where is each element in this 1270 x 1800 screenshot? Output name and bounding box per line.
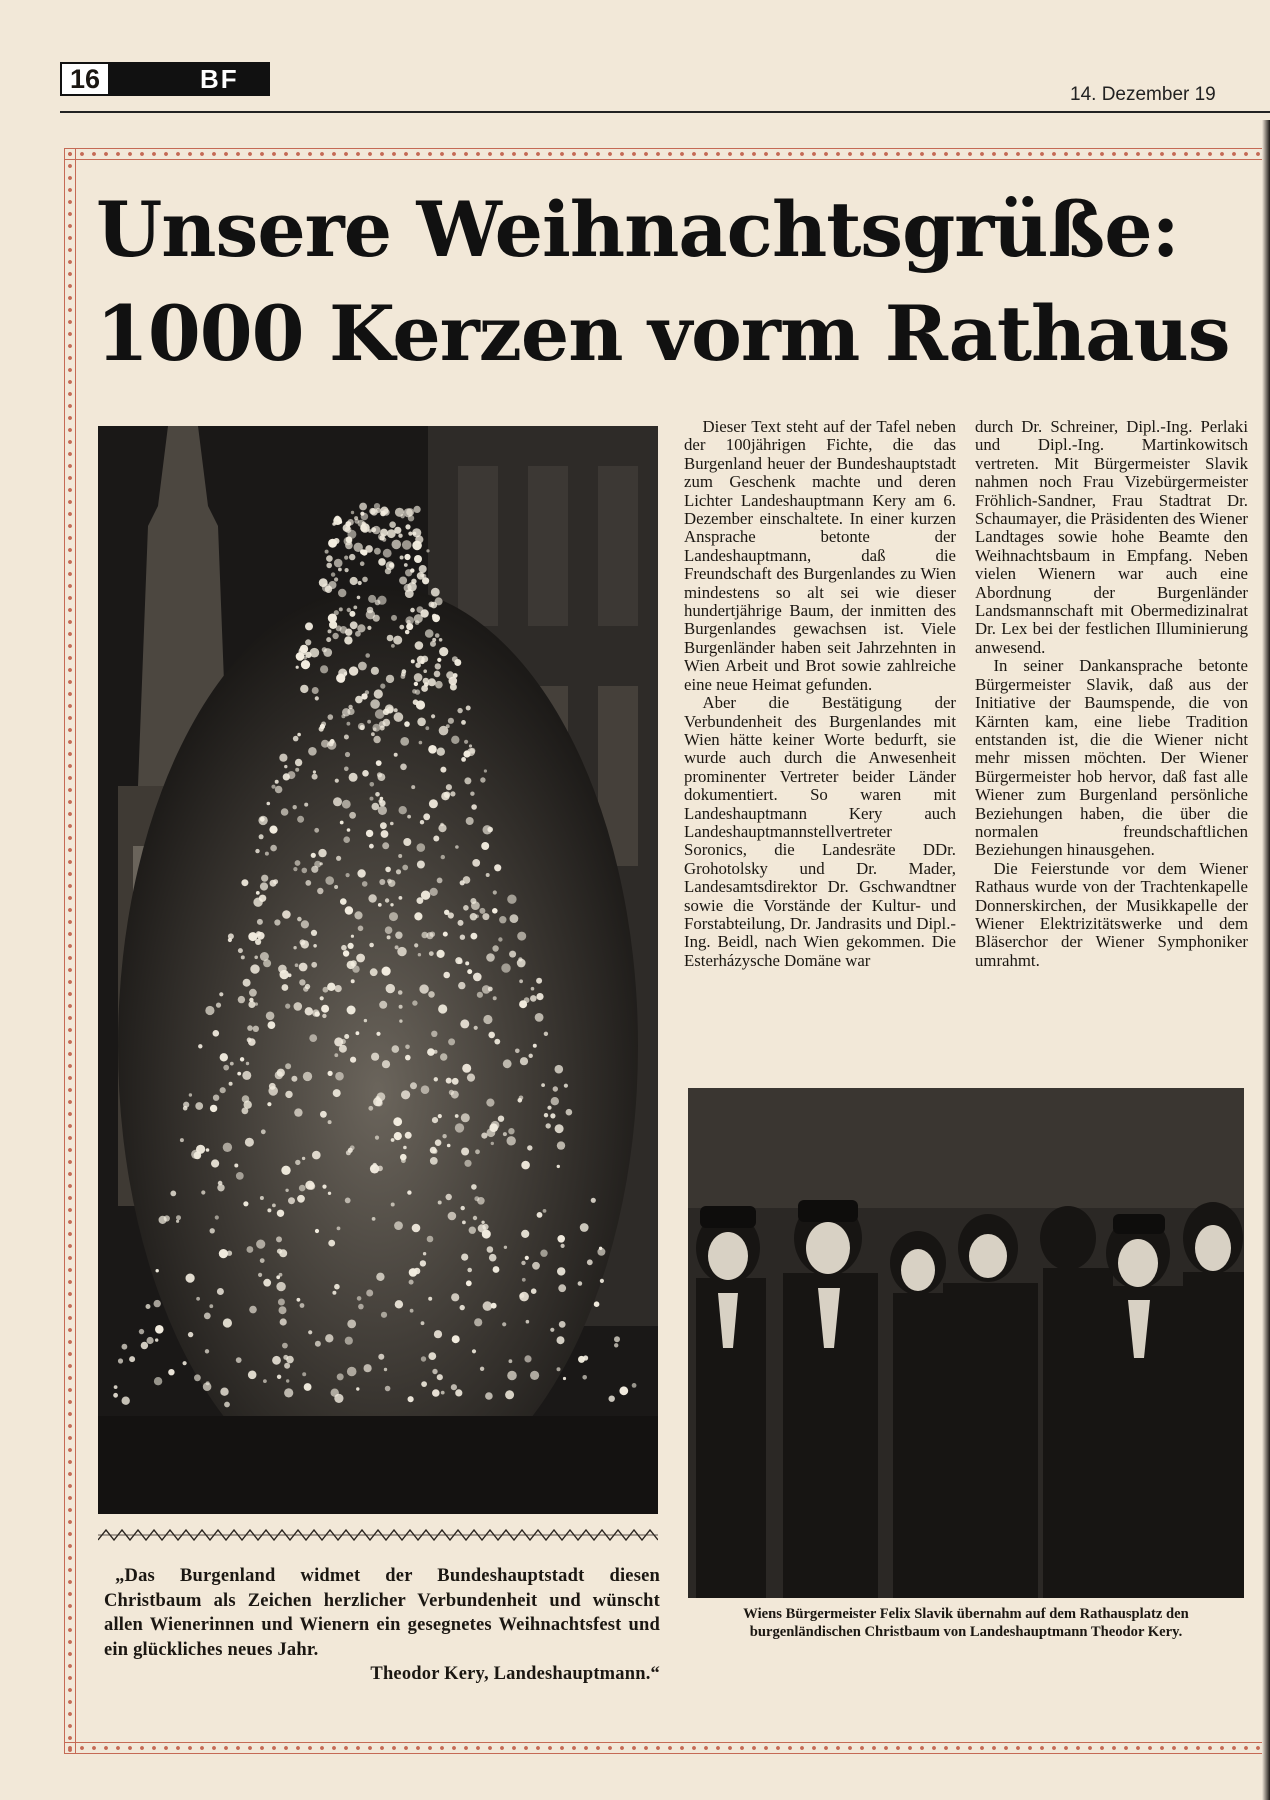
- article-paragraph: In seiner Dankansprache betonte Bürgermeister Slavik, daß aus der Initiative der Baumspende, die von Kärnten kam, eine liebe Tradition entstanden ist, die die Wiener nicht mehr missen möchten. Der Wiener Bürgermeister hob hervor, daß fast alle Wiener zum Burgenland persönliche Beziehungen haben, die über die normalen freundschaftlichen Beziehungen hinausgehen.: [975, 656, 1248, 860]
- page-edge-shadow: [1262, 120, 1270, 1800]
- photo-caption: Wiens Bürgermeister Felix Slavik übernahm auf dem Rathausplatz den burgenländischen Christbaum von Landeshauptmann Theodor Kery.: [743, 1606, 1189, 1640]
- headline-line-2: 1000 Kerzen vorm Rathaus: [96, 289, 1230, 378]
- officials-group-photo: [688, 1088, 1244, 1598]
- header-rule: [60, 111, 1270, 113]
- article-paragraph: durch Dr. Schreiner, Dipl.-Ing. Perlaki und Dipl.-Ing. Martinkowitsch vertreten. Mit Bürgermeister Slavik nahmen noch Frau Vizebürgermeister Fröhlich-Sandner, Frau Stadtrat Dr. Schaumayer, die Präsidenten des Wiener Landtages sowie hohe Beamte den Weihnachtsbaum in Empfang. Neben vielen Wienern war auch eine Abordnung der Burgenländer Landsmannschaft mit Obermedizinalrat Dr. Lex bei der festlichen Illuminierung anwesend.: [975, 417, 1248, 657]
- zigzag-ornament: [98, 1528, 658, 1542]
- quote-text: „Das Burgenland widmet der Bundeshauptstadt diesen Christbaum als Zeichen herzlicher Verbundenheit und wünscht allen Wienerinnen und Wienern ein gesegnetes Weihnachtsfest und ein glückliches neues Jahr.: [104, 1566, 660, 1660]
- issue-date: 14. Dezember 19: [1070, 84, 1216, 105]
- ornament-border-bottom: [64, 1742, 1264, 1754]
- section-bar: [110, 62, 270, 96]
- christmas-tree-photo: [98, 426, 658, 1514]
- ornament-border-top: [64, 148, 1264, 160]
- article-column-1: [684, 418, 956, 970]
- ornament-border-left: [64, 148, 76, 1754]
- article-column-2: [975, 418, 1248, 970]
- quote-signature: Theodor Kery, Landeshauptmann.“: [370, 1664, 660, 1685]
- article-paragraph: Aber die Bestätigung der Verbundenheit des Burgenlandes mit Wien hätte keiner Worte bedurft, sie wurde auch durch die Anwesenheit prominenter Vertreter beider Länder dokumentiert. So waren mit Landeshauptmann Kery auch Landeshauptmannstellvertreter Soronics, die Landesräte DDr. Grohotolsky und Dr. Mader, Landesamtsdirektor Dr. Gschwandtner sowie die Vorstände der Kultur- und Forstabteilung, Dr. Jandrasits und Dipl.-Ing. Beidl, nach Wien gekommen. Die Esterházysche Domäne war: [684, 693, 956, 970]
- article-paragraph: Dieser Text steht auf der Tafel neben der 100jährigen Fichte, die das Burgenland heuer der Bundeshauptstadt zum Geschenk machte und deren Lichter Landeshauptmann Kery am 6. Dezember einschaltete. In einer kurzen Ansprache betonte der Landeshauptmann, daß die Freundschaft des Burgenlandes zu Wien mindestens so alt sei wie dieser hundertjährige Baum, der inmitten des Burgenlandes gewachsen ist. Viele Burgenländer haben seit Jahrzehnten in Wien Arbeit und Brot sowie zahlreiche eine neue Heimat gefunden.: [684, 417, 956, 694]
- headline: [96, 178, 1261, 386]
- page-number: 16: [60, 62, 110, 96]
- section-label: BF: [200, 64, 239, 94]
- headline-line-1: Unsere Weihnachtsgrüße:: [96, 185, 1179, 274]
- article-paragraph: Die Feierstunde vor dem Wiener Rathaus wurde von der Trachtenkapelle Donnerskirchen, der Musikkapelle der Wiener Elektrizitätswerke und dem Bläserchor der Wiener Symphoniker umrahmt.: [975, 858, 1248, 970]
- tree-dedication-quote: [104, 1564, 660, 1687]
